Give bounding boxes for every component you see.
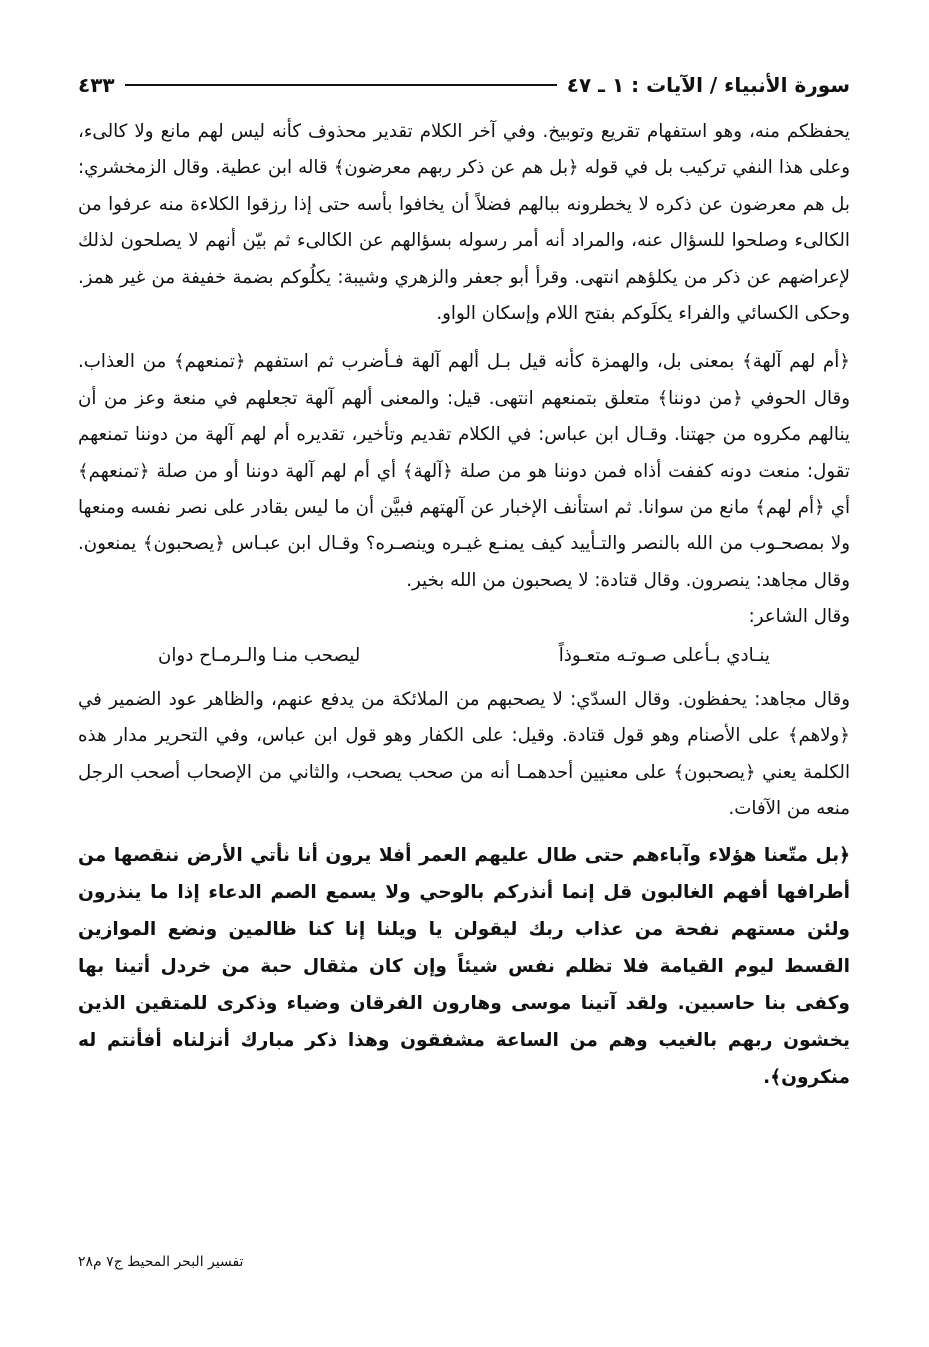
page-header	[78, 68, 850, 102]
paragraph-2: ﴿أم لهم آلهة﴾ بمعنى بل، والهمزة كأنه قيل بـل ألهم آلهة فـأضرب ثم استفهم ﴿تمنعهم﴾ من العذاب. وقال الحوفي ﴿من دوننا﴾ متعلق بتمنعهم انتهى. قيل: والمعنى ألهم آلهة تجعلهم في منعة وعز من أن ينالهم مكروه من جهتنا. وقـال ابن عباس: في الكلام تقديم وتأخير، تقديره أم لهم آلهة من دوننا تمنعهم تقول: منعت دونه كففت أذاه فمن دوننا هو من صلة ﴿آلهة﴾ أي أم لهم آلهة دوننا أو من صلة ﴿تمنعهم﴾ أي ﴿أم لهم﴾ مانع من سوانا. ثم استأنف الإخبار عن آلهتهم فبيَّن أن ما ليس بقادر على نصر نفسه ومنعها ولا بمصحـوب من الله بالنصر والتـأييد كيف يمنـع غيـره وينصـره؟ وقـال ابن عبـاس ﴿يصحبون﴾ يمنعون. وقال مجاهد: ينصرون. وقال قتادة: لا يصحبون من الله بخير.	[78, 351, 850, 591]
verse-second-hemistich: ليصحب منـا والـرمـاح دوان	[158, 644, 361, 666]
paragraph-1: يحفظكم منه، وهو استفهام تقريع وتوبيخ. وفي آخر الكلام تقدير محذوف كأنه ليس لهم مانع ولا كالىء، وعلى هذا النفي تركيب بل في قوله ﴿بل هم عن ذكر ربهم معرضون﴾ قاله ابن عطية. وقال الزمخشري: بل هم معرضون عن ذكره لا يخطرونه ببالهم فضلاً أن يخافوا بأسه حتى إذا رزقوا الكلاءة منه عرفوا من الكالىء وصلحوا للسؤال عنه، والمراد أنه أمر رسوله بسؤالهم عن الكالىء ثم بيّن أنهم لا يصلحون لذلك لإعراضهم عن ذكر من يكلؤهم انتهى. وقرأ أبو جعفر والزهري وشيبة: يكلُوكم بضمة خفيفة من غير همز. وحكى الكسائي والفراء يكلَوكم بفتح اللام وإسكان الواو.	[78, 121, 850, 325]
paragraph-4: وقال مجاهد: يحفظون. وقال السدّي: لا يصحبهم من الملائكة من يدفع عنهم، والظاهر عود الضمير في ﴿ولاهم﴾ على الأصنام وهو قول قتادة. وقيل: على الكفار وهو قول ابن عباس، وفي التحرير مدار هذه الكلمة يعني ﴿يصحبون﴾ على معنيين أحدهمـا أنه من صحب يصحب، والثاني من الإصحاب أصحب الرجل منعه من الآفات.	[78, 688, 850, 819]
poetry-verse	[78, 636, 850, 678]
quran-verses-paragraph: ﴿بل متّعنا هؤلاء وآباءهم حتى طال عليهم العمر أفلا يرون أنا نأتي الأرض ننقصها من أطرافها أفهم الغالبون قل إنما أنذركم بالوحي ولا يسمع الصم الدعاء إذا ما ينذرون ولئن مستهم نفحة من عذاب ربك ليقولن يا ويلنا إنا كنا ظالمين ونضع الموازين القسط ليوم القيامة فلا تظلم نفس شيئاً وإن كان مثقال حبة من خردل أتينا بها وكفى بنا حاسبين. ولقد آتينا موسى وهارون الفرقان وضياء وذكرى للمتقين الذين يخشون ربهم بالغيب وهم من الساعة مشفقون وهذا ذكر مبارك أنزلناه أفأنتم له منكرون﴾.	[78, 845, 850, 1089]
footer-signature: تفسير البحر المحيط ج٧ م٢٨	[78, 1254, 244, 1270]
poet-intro: وقال الشاعر:	[748, 606, 850, 628]
book-page	[78, 68, 850, 1318]
header-rule	[125, 84, 557, 86]
page-number: ٤٣٣	[78, 73, 115, 97]
verse-first-hemistich: ينـادي بـأعلى صـوتـه متعـوذاً	[558, 644, 770, 666]
surah-title: سورة الأنبياء / الآيات : ١ ـ ٤٧	[566, 73, 850, 97]
